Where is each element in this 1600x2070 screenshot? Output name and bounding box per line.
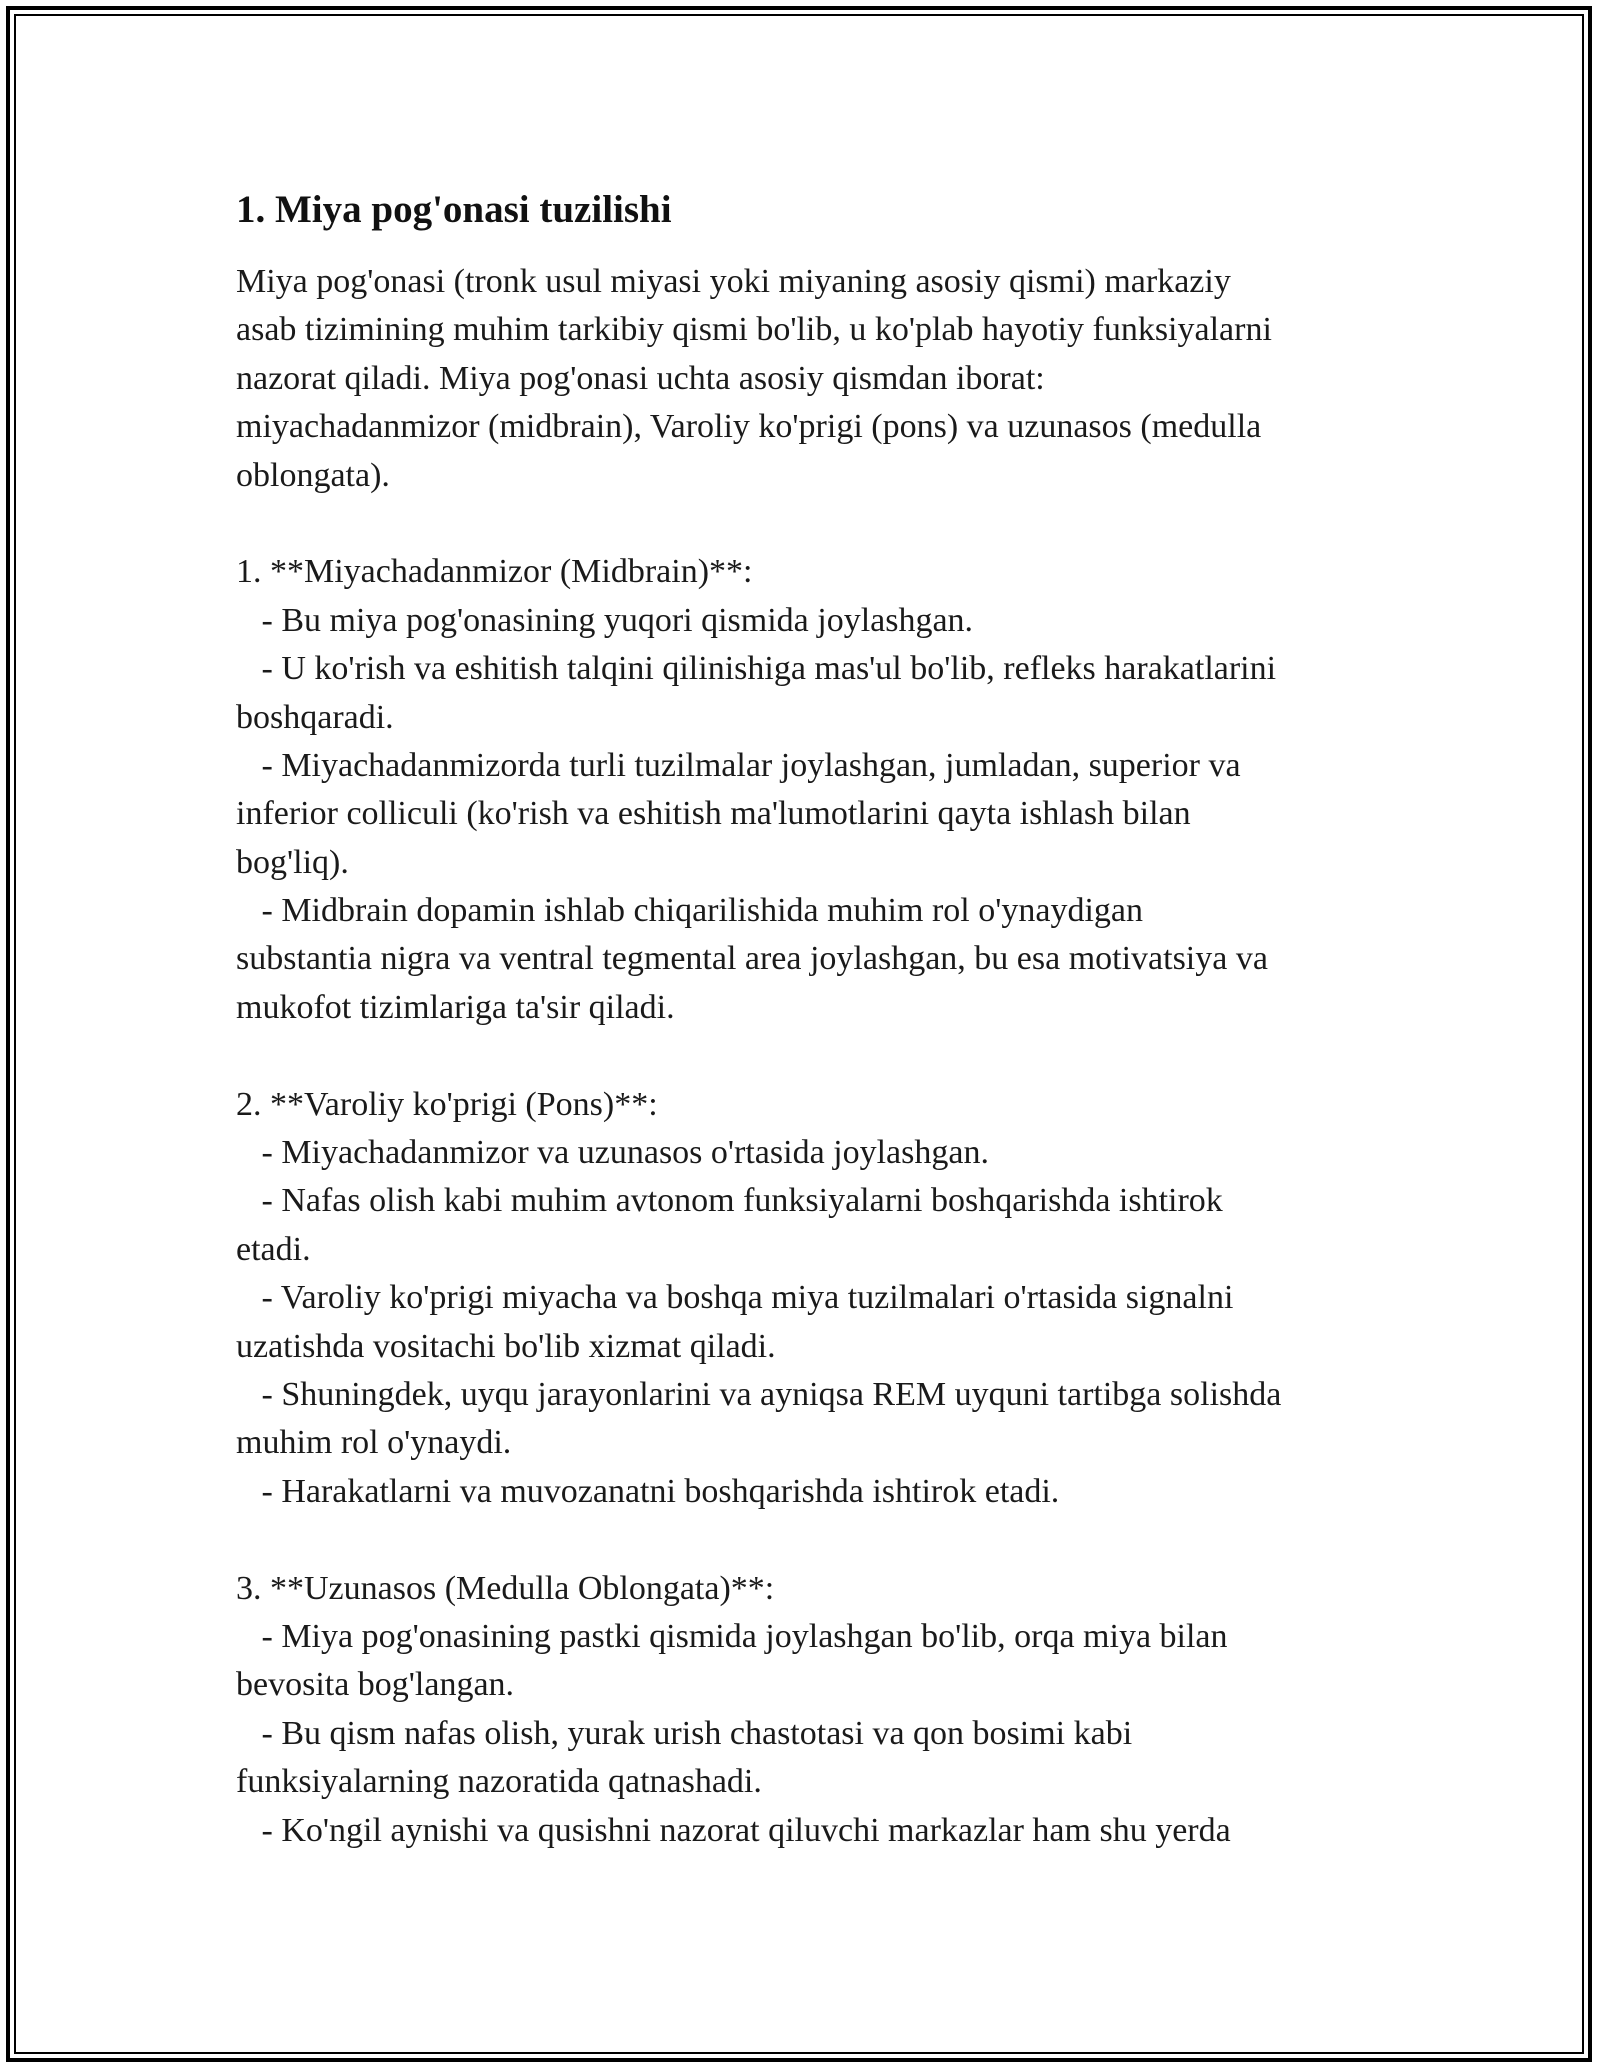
- text-line: 2. **Varoliy ko'prigi (Pons)**:: [236, 1085, 658, 1123]
- text-line: asab tizimining muhim tarkibiy qismi bo'lib, u ko'plab hayotiy funksiyalarni: [236, 311, 1272, 349]
- text-line: miyachadanmizor (midbrain), Varoliy ko'prigi (pons) va uzunasos (medulla: [236, 408, 1262, 446]
- text-line: - U ko'rish va eshitish talqini qilinishiga mas'ul bo'lib, refleks harakatlarini: [236, 650, 1277, 688]
- text-line: bevosita bog'langan.: [236, 1666, 515, 1704]
- document-title: 1. Miya pog'onasi tuzilishi: [236, 188, 672, 231]
- text-line: - Miya pog'onasining pastki qismida joylashgan bo'lib, orqa miya bilan: [236, 1617, 1228, 1655]
- document-text: [236, 258, 1376, 1855]
- text-line: oblongata).: [236, 456, 390, 494]
- document-body: [236, 186, 1376, 1855]
- blank-line: [236, 500, 1376, 548]
- blank-line: [236, 1516, 1376, 1564]
- text-line: - Miyachadanmizor va uzunasos o'rtasida joylashgan.: [236, 1134, 989, 1172]
- blank-line: [236, 1032, 1376, 1080]
- text-line: Miya pog'onasi (tronk usul miyasi yoki miyaning asosiy qismi) markaziy: [236, 263, 1231, 300]
- text-line: uzatishda vositachi bo'lib xizmat qiladi.: [236, 1327, 776, 1365]
- text-line: substantia nigra va ventral tegmental area joylashgan, bu esa motivatsiya va: [236, 940, 1268, 978]
- text-line: 1. **Miyachadanmizor (Midbrain)**:: [236, 553, 753, 591]
- text-line: 3. **Uzunasos (Medulla Oblongata)**:: [236, 1569, 775, 1607]
- text-line: - Midbrain dopamin ishlab chiqarilishida muhim rol o'ynaydigan: [236, 892, 1143, 930]
- text-line: mukofot tizimlariga ta'sir qiladi.: [236, 988, 675, 1026]
- text-line: inferior colliculi (ko'rish va eshitish ma'lumotlarini qayta ishlash bilan: [236, 795, 1191, 833]
- text-line: boshqaradi.: [236, 698, 394, 736]
- text-line: - Ko'ngil aynishi va qusishni nazorat qiluvchi markazlar ham shu yerda: [236, 1811, 1231, 1849]
- text-line: muhim rol o'ynaydi.: [236, 1424, 512, 1462]
- text-line: - Bu miya pog'onasining yuqori qismida joylashgan.: [236, 601, 974, 639]
- text-line: - Nafas olish kabi muhim avtonom funksiyalarni boshqarishda ishtirok: [236, 1182, 1223, 1220]
- text-line: - Miyachadanmizorda turli tuzilmalar joylashgan, jumladan, superior va: [236, 746, 1241, 784]
- text-line: bog'liq).: [236, 843, 349, 881]
- text-line: - Varoliy ko'prigi miyacha va boshqa miya tuzilmalari o'rtasida signalni: [236, 1279, 1234, 1317]
- text-line: - Shuningdek, uyqu jarayonlarini va ayniqsa REM uyquni tartibga solishda: [236, 1375, 1282, 1413]
- text-line: funksiyalarning nazoratida qatnashadi.: [236, 1763, 762, 1801]
- text-line: - Bu qism nafas olish, yurak urish chastotasi va qon bosimi kabi: [236, 1714, 1133, 1752]
- text-line: nazorat qiladi. Miya pog'onasi uchta asosiy qismdan iborat:: [236, 359, 1045, 397]
- text-line: - Harakatlarni va muvozanatni boshqarishda ishtirok etadi.: [236, 1472, 1060, 1510]
- text-line: etadi.: [236, 1230, 311, 1268]
